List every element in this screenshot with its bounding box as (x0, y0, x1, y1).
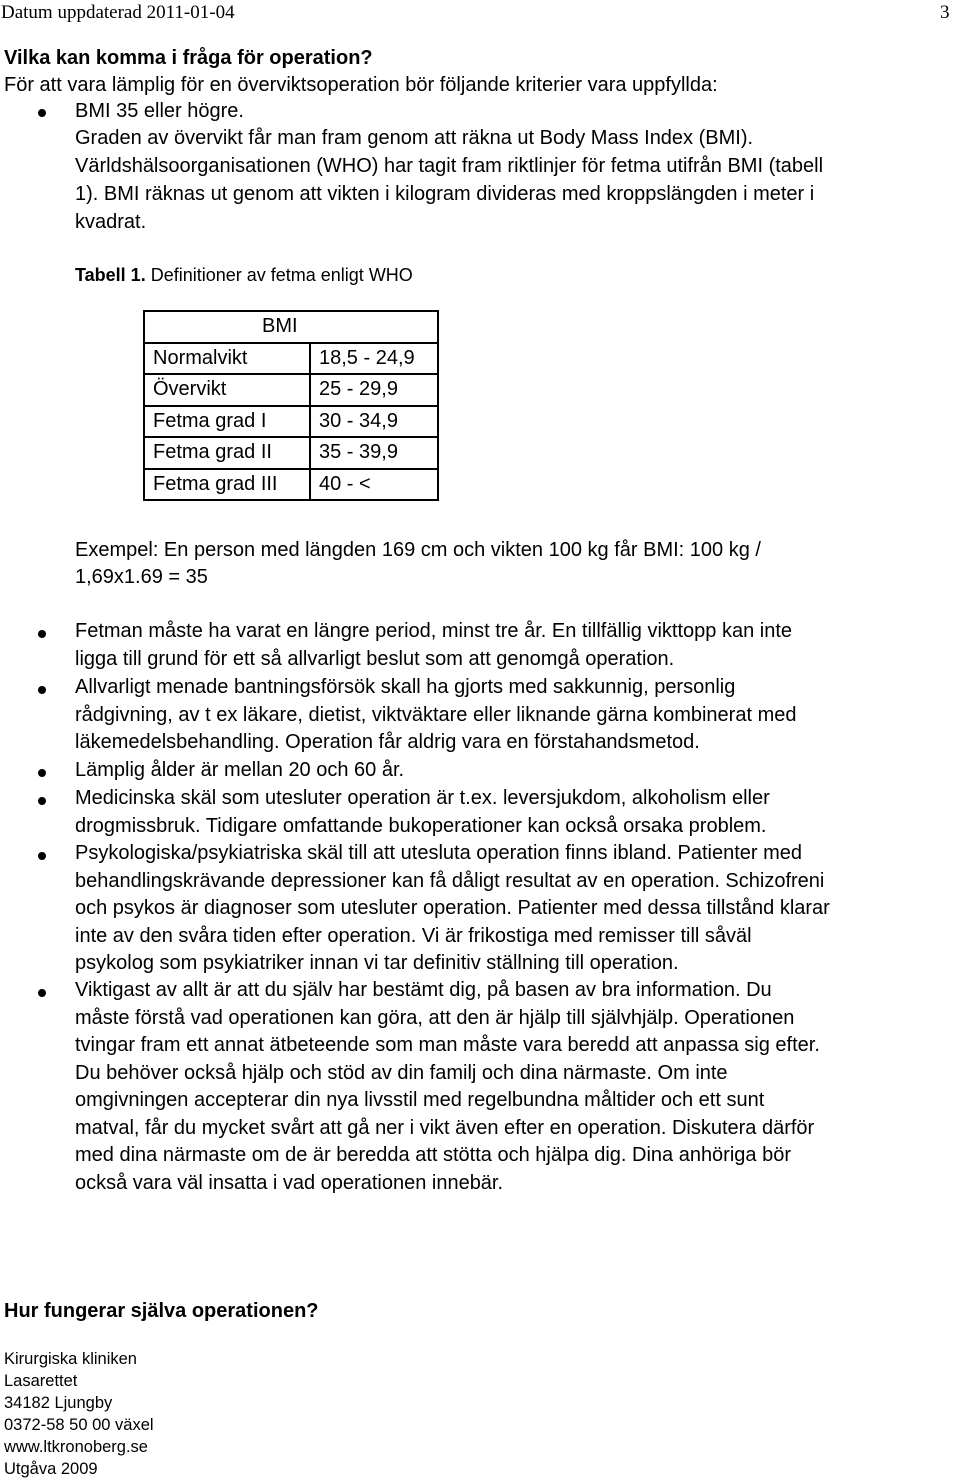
table-row (144, 469, 438, 501)
bullet-text-line: läkemedelsbehandling. Operation får aldrig vara en förstahandsmetod. (75, 731, 700, 753)
bmi-text-line: 1). BMI räknas ut genom att vikten i kilogram divideras med kroppslängden i meter i (75, 183, 815, 205)
table-caption: Tabell 1. Definitioner av fetma enligt WHO (75, 265, 413, 285)
table-row-label: Fetma grad I (144, 406, 310, 438)
bullet-text-line: Fetman måste ha varat en längre period, minst tre år. En tillfällig vikttopp kan inte (75, 620, 793, 642)
bullet-text-line: tvingar fram ett annat ätbeteende som man måste vara beredd att anpassa sig efter. (75, 1034, 820, 1056)
header-date: Datum uppdaterad 2011-01-04 (1, 2, 235, 23)
footer-line: Utgåva 2009 (4, 1460, 98, 1478)
table-row (144, 406, 438, 438)
table-header-row (144, 311, 438, 343)
table-row-label: Normalvikt (144, 343, 310, 375)
example-text-line: Exempel: En person med längden 169 cm och vikten 100 kg får BMI: 100 kg / (75, 539, 761, 561)
bullet-text-line: med dina närmaste om de är beredda att stötta och hjälpa dig. Dina anhöriga bör (75, 1144, 791, 1166)
bullet-text-line: Du behöver också hjälp och stöd av din familj och dina närmaste. Om inte (75, 1061, 728, 1084)
table-row (144, 437, 438, 469)
bullet-bmi-title: BMI 35 eller högre. (75, 100, 244, 122)
table-row-label: Övervikt (144, 374, 310, 406)
bullet-dot (38, 769, 46, 777)
table-row-label: Fetma grad II (144, 437, 310, 469)
table-row-label: Fetma grad III (144, 469, 310, 501)
table-row-value: 40 - < (310, 469, 438, 501)
bullet-text-line: behandlingskrävande depressioner kan få dåligt resultat av en operation. Schizofreni (75, 869, 825, 892)
bullet-text-line: Viktigast av allt är att du själv har bestämt dig, på basen av bra information. Du (75, 979, 772, 1001)
table-row-value: 18,5 - 24,9 (310, 343, 438, 375)
bullet-text-line: ligga till grund för ett så allvarligt beslut som att genomgå operation. (75, 647, 675, 670)
table-row (144, 343, 438, 375)
bullet-dot (38, 109, 46, 117)
footer-line: Lasarettet (4, 1372, 78, 1390)
table-row-value: 35 - 39,9 (310, 437, 438, 469)
bullet-text-line: matval, får du mycket svårt att gå ner i vikt även efter en operation. Diskutera därför (75, 1116, 815, 1139)
bullet-dot (38, 797, 46, 805)
bullet-dot (38, 852, 46, 860)
footer-link[interactable]: www.ltkronoberg.se (4, 1438, 148, 1456)
bmi-text-line: Världshälsoorganisationen (WHO) har tagit fram riktlinjer för fetma utifrån BMI (tabell (75, 155, 824, 177)
bullet-text-line: omgivningen accepterar din nya livsstil med regelbundna måltider och ett sunt (75, 1089, 765, 1111)
bullet-text-line: rådgivning, av t ex läkare, dietist, viktväktare eller liknande gärna kombinerat med (75, 703, 797, 726)
section-heading-operation: Hur fungerar själva operationen? (4, 1300, 319, 1322)
bullet-text-line: Lämplig ålder är mellan 20 och 60 år. (75, 759, 405, 781)
footer-line: Kirurgiska kliniken (4, 1350, 137, 1368)
bmi-table (143, 310, 439, 501)
bullet-text-line: Medicinska skäl som utesluter operation är t.ex. leversjukdom, alkoholism eller (75, 787, 770, 809)
bullet-text-line: Allvarligt menade bantningsförsök skall ha gjorts med sakkunnig, personlig (75, 676, 736, 698)
section-heading-candidates: Vilka kan komma i fråga för operation? (4, 47, 373, 69)
bullet-dot (38, 686, 46, 694)
bullet-text-line: också vara väl insatta i vad operationen innebär. (75, 1171, 504, 1194)
bmi-text-line: Graden av övervikt får man fram genom att räkna ut Body Mass Index (BMI). (75, 127, 754, 149)
bmi-text-line: kvadrat. (75, 211, 147, 233)
bullet-text-line: psykolog som psykiatriker innan vi tar definitiv ställning till operation. (75, 952, 679, 974)
bullet-dot (38, 630, 46, 638)
bullet-text-line: måste förstå vad operationen kan göra, att den är hjälp till självhjälp. Operationen (75, 1006, 795, 1029)
table-header-cell: BMI (310, 311, 438, 343)
intro-text: För att vara lämplig för en överviktsoperation bör följande kriterier vara uppfyllda: (4, 74, 718, 96)
footer-line: 0372-58 50 00 växel (4, 1416, 154, 1434)
bullet-dot (38, 989, 46, 997)
bullet-text-line: drogmissbruk. Tidigare omfattande bukoperationer kan också orsaka problem. (75, 814, 767, 837)
bullet-text-line: inte av den svåra tiden efter operation. Vi är frikostiga med remisser till såväl (75, 924, 752, 947)
table-row (144, 374, 438, 406)
table-row-value: 30 - 34,9 (310, 406, 438, 438)
example-text-line: 1,69x1.69 = 35 (75, 566, 208, 588)
table-row-value: 25 - 29,9 (310, 374, 438, 406)
footer-line: 34182 Ljungby (4, 1394, 113, 1412)
bullet-text-line: och psykos är diagnoser som utesluter operation. Patienter med dessa tillstånd klarar (75, 897, 830, 919)
page-number: 3 (940, 2, 950, 23)
bullet-text-line: Psykologiska/psykiatriska skäl till att utesluta operation finns ibland. Patienter med (75, 842, 803, 864)
